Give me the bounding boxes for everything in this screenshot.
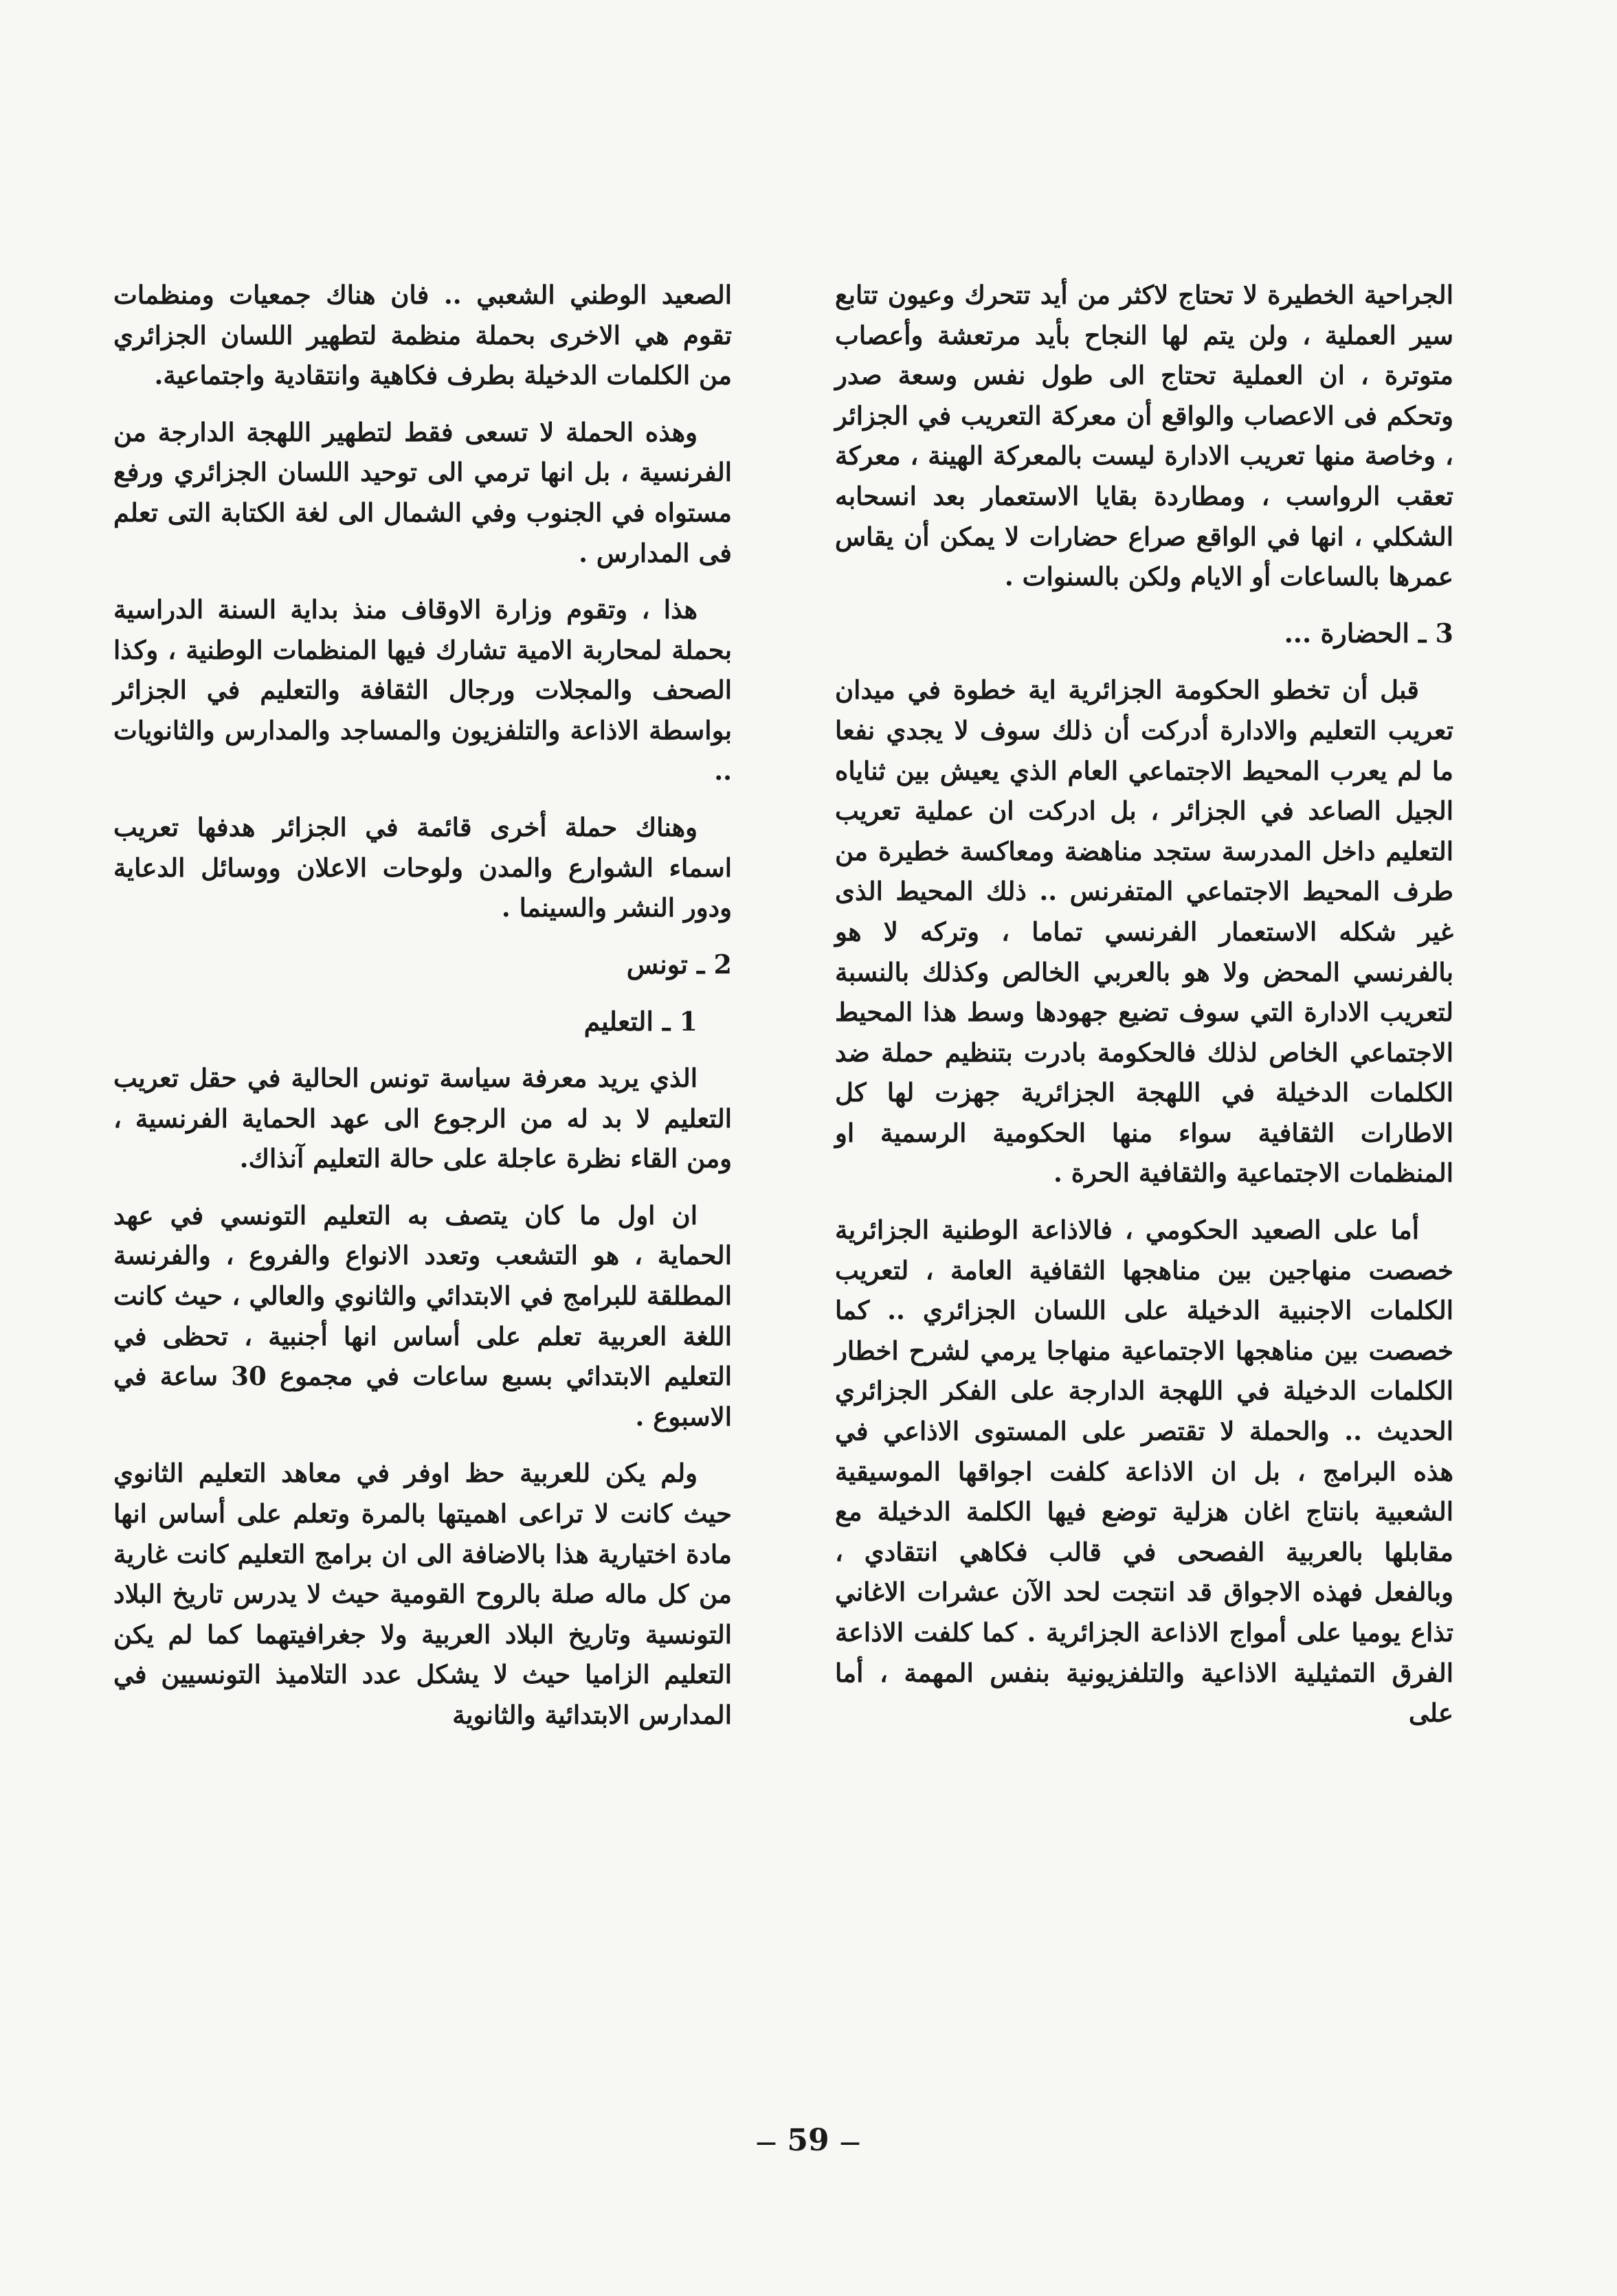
section-heading: 2 ـ تونس — [626, 948, 732, 980]
paragraph: وهذه الحملة لا تسعى فقط لتطهير اللهجة الدارجة من الفرنسية ، بل انها ترمي الى توحيد اللسان الجزائري ورفع مستواه في الجنوب وفي الشمال الى لغة الكتابة التى تعلم فى المدارس . — [113, 416, 732, 568]
page-number — [739, 2123, 877, 2158]
subsection-heading: 1 ـ التعليم — [583, 1005, 698, 1037]
paragraph: ولم يكن للعربية حظ اوفر في معاهد التعليم الثانوي حيث كانت لا تراعى اهميتها بالمرة وتعلم على أساس انها مادة اختيارية هذا بالاضافة الى ان برامج التعليم كانت غارية من كل ماله صلة بالروح القومية حيث لا يدرس تاريخ البلاد التونسية وتاريخ البلاد العربية ولا جغرافيتهما كما لم يكن التعليم الزاميا حيث لا يشكل عدد التلاميذ التونسيين في المدارس الابتدائية والثانوية — [113, 1458, 732, 1730]
page-number-value: 59 — [787, 2123, 829, 2158]
paragraph: الصعيد الوطني الشعبي .. فان هناك جمعيات ومنظمات تقوم هي الاخرى بحملة منظمة لتطهير اللسان الجزائري من الكلمات الدخيلة بطرف فكاهية وانتقادية واجتماعية. — [113, 280, 732, 391]
left-column — [113, 275, 732, 1752]
paragraph: أما على الصعيد الحكومي ، فالاذاعة الوطنية الجزائرية خصصت منهاجين بين مناهجها الثقافية العامة ، لتعريب الكلمات الاجنبية الدخيلة على اللسان الجزائري .. كما خصصت بين مناهجها الاجتماعية منهاجا يرمي لشرح اخطار الكلمات الدخيلة في اللهجة الدارجة على الفكر الجزائري الحديث .. والحملة لا تقتصر على المستوى الاذاعي في هذه البرامج ، بل ان الاذاعة كلفت اجواقها الموسيقية الشعبية بانتاج اغان هزلية توضع فيها الكلمة الدخيلة مع مقابلها بالعربية الفصحى في قالب فكاهي انتقادي ، وبالفعل فهذه الاجواق قد انتجت لحد الآن عشرات الاغاني تذاع يوميا على أمواج الاذاعة الجزائرية . كما كلفت الاذاعة الفرق التمثيلية الاذاعية والتلفزيونية بنفس المهمة ، أما على — [835, 1215, 1454, 1729]
paragraph: الذي يريد معرفة سياسة تونس الحالية في حقل تعريب التعليم لا بد له من الرجوع الى عهد الحماية الفرنسية ، ومن القاء نظرة عاجلة على حالة التعليم آنذاك. — [113, 1063, 732, 1174]
paragraph: الجراحية الخطيرة لا تحتاج لاكثر من أيد تتحرك وعيون تتابع سير العملية ، ولن يتم لها النجاح بأيد مرتعشة وأعصاب متوترة ، ان العملية تحتاج الى طول نفس وسعة صدر وتحكم فى الاعصاب والواقع أن معركة التعريب في الجزائر ، وخاصة منها تعريب الادارة ليست بالمعركة الهينة ، معركة تعقب الرواسب ، ومطاردة بقايا الاستعمار بعد انسحابه الشكلي ، انها في الواقع صراع حضارات لا يمكن أن يقاس عمرها بالساعات أو الايام ولكن بالسنوات . — [835, 280, 1454, 592]
paragraph: ان اول ما كان يتصف به التعليم التونسي في عهد الحماية ، هو التشعب وتعدد الانواع والفروع ، والفرنسة المطلقة للبرامج في الابتدائي والثانوي والعالي ، حيث كانت اللغة العربية تعلم على أساس انها أجنبية ، تحظى في التعليم الابتدائي بسبع ساعات في مجموع 30 ساعة في الاسبوع . — [113, 1200, 732, 1432]
paragraph: وهناك حملة أخرى قائمة في الجزائر هدفها تعريب اسماء الشوارع والمدن ولوحات الاعلان ووسائل الدعاية ودور النشر والسينما . — [113, 812, 732, 923]
dash-glyph: — — [839, 2130, 860, 2154]
section-heading: 3 ـ الحضارة ... — [1284, 617, 1453, 649]
paragraph: قبل أن تخطو الحكومة الجزائرية اية خطوة في ميدان تعريب التعليم والادارة أدركت أن ذلك سوف لا يجدي نفعا ما لم يعرب المحيط الاجتماعي العام الذي يعيش بين ثناياه الجيل الصاعد في الجزائر ، بل ادركت ان عملية تعريب التعليم داخل المدرسة ستجد مناهضة ومعاكسة خطيرة من طرف المحيط الاجتماعي المتفرنس .. ذلك المحيط الذى غير شكله الاستعمار الفرنسي تماما ، وتركه لا هو بالفرنسي المحض ولا هو بالعربي الخالص وكذلك بالنسبة لتعريب الادارة التي سوف تضيع جهودها وسط هذا المحيط الاجتماعي الخاص لذلك فالحكومة بادرت بتنظيم حملة ضد الكلمات الدخيلة في اللهجة الجزائرية جهزت لها كل الاطارات الثقافية سواء منها الحكومية الرسمية او المنظمات الاجتماعية والثقافية الحرة . — [835, 675, 1453, 1189]
right-column — [835, 275, 1453, 1750]
paragraph: هذا ، وتقوم وزارة الاوقاف منذ بداية السنة الدراسية بحملة لمحاربة الامية تشارك فيها المنظمات الوطنية ، وكذا الصحف والمجلات ورجال الثقافة والتعليم في الجزائر بواسطة الاذاعة والتلفزيون والمساجد والمدارس والثانويات .. — [113, 594, 732, 786]
dash-glyph: — — [756, 2130, 777, 2154]
